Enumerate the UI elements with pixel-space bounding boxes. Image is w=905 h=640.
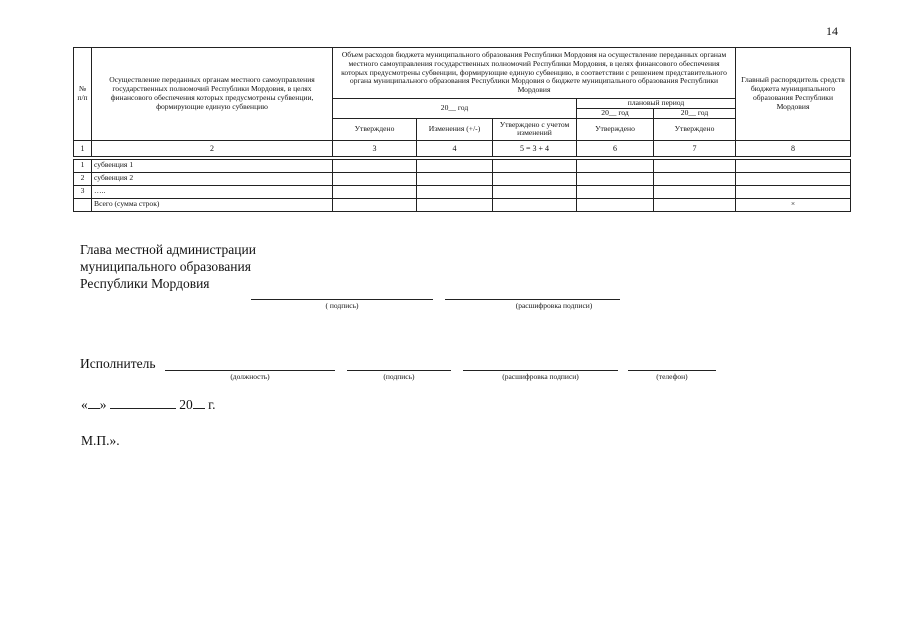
header-planning-period: плановый период [577, 99, 736, 109]
cell [333, 198, 417, 211]
cell [736, 172, 851, 185]
page-number: 14 [826, 24, 838, 38]
column-number: 5 = 3 + 4 [493, 140, 577, 156]
cell [333, 172, 417, 185]
cell [577, 198, 654, 211]
cell [577, 185, 654, 198]
header-subject: Осуществление переданных органам местного самоуправления государственных полномочий Республики Мордовия, в целях финансового обеспечения которых предусмотрены субвенции, формирующие единую субвенцию [92, 48, 333, 141]
row-num: 1 [74, 159, 92, 172]
month-blank [110, 408, 176, 409]
column-number: 3 [333, 140, 417, 156]
cell [493, 172, 577, 185]
date-year-prefix: 20 [179, 397, 193, 412]
executor-position-line [165, 370, 335, 371]
header-approved-with-changes: Утверждено с учетом изменений [493, 118, 577, 140]
cell [736, 185, 851, 198]
signoff-title-line-3: Республики Мордовия [80, 276, 210, 291]
executor-signature-caption: (подпись) [383, 372, 415, 381]
header-approved-year-1: Утверждено [577, 118, 654, 140]
date-year-suffix: г. [208, 397, 216, 412]
date-open-quote: « [81, 397, 88, 412]
header-year-2: 20__ год [654, 109, 736, 119]
table-row [74, 185, 851, 198]
row-name: субвенция 2 [92, 172, 333, 185]
cell [577, 159, 654, 172]
date-close-quote: » [99, 397, 107, 412]
signoff-title-line-2: муниципального образования [80, 259, 251, 274]
column-number: 4 [417, 140, 493, 156]
cell [417, 198, 493, 211]
header-expenses: Объем расходов бюджета муниципального образования Республики Мордовия на осуществление переданных органам местного самоуправления государственных полномочий Республики Мордовия, в целях финансового обеспечения которых предусмотрены субвенции, формирующие единую субвенцию, в соответствии с решением представительного органа муниципального образования Республики Мордовия о бюджете муниципального образования Республики Мордовия [333, 48, 736, 99]
executor-decode-line [463, 370, 618, 371]
signature-caption: ( подпись) [325, 301, 359, 310]
signature-decode-caption: (расшифровка подписи) [515, 301, 593, 310]
column-number: 8 [736, 140, 851, 156]
total-mark: × [736, 198, 851, 211]
cell [654, 172, 736, 185]
header-manager: Главный распорядитель средств бюджета муниципального образования Республики Мордовия [736, 48, 851, 141]
cell [493, 185, 577, 198]
row-num: 2 [74, 172, 92, 185]
executor-decode-caption: (расшифровка подписи) [502, 372, 579, 381]
header-approved: Утверждено [333, 118, 417, 140]
signoff-title-line-1: Глава местной администрации [80, 242, 256, 257]
cell [417, 159, 493, 172]
day-blank [88, 408, 100, 409]
header-year-1: 20__ год [577, 109, 654, 119]
executor-signature-line [347, 370, 451, 371]
signature-decode-line [445, 299, 620, 300]
date-line [81, 397, 216, 413]
header-approved-year-2: Утверждено [654, 118, 736, 140]
cell [493, 198, 577, 211]
stamp-mark: М.П.». [81, 433, 120, 448]
executor-label: Исполнитель [80, 356, 156, 371]
header-num: № п/п [74, 48, 92, 141]
column-numbers-row [74, 140, 851, 156]
total-label: Всего (сумма строк) [92, 198, 333, 211]
table-row [74, 159, 851, 172]
budget-table [73, 47, 851, 212]
cell [333, 185, 417, 198]
cell [654, 185, 736, 198]
signoff-block [80, 241, 256, 292]
row-num: 3 [74, 185, 92, 198]
executor-phone-line [628, 370, 716, 371]
year-blank [193, 408, 205, 409]
row-name: ….. [92, 185, 333, 198]
executor-position-caption: (должность) [230, 372, 270, 381]
column-number: 7 [654, 140, 736, 156]
header-current-year: 20__ год [333, 99, 577, 119]
signature-line [251, 299, 433, 300]
cell [736, 159, 851, 172]
column-number: 2 [92, 140, 333, 156]
table-row [74, 172, 851, 185]
row-name: субвенция 1 [92, 159, 333, 172]
cell [577, 172, 654, 185]
cell [74, 198, 92, 211]
cell [493, 159, 577, 172]
column-number: 6 [577, 140, 654, 156]
cell [417, 172, 493, 185]
cell [654, 159, 736, 172]
header-changes: Изменения (+/-) [417, 118, 493, 140]
executor-phone-caption: (телефон) [656, 372, 688, 381]
cell [333, 159, 417, 172]
cell [417, 185, 493, 198]
column-number: 1 [74, 140, 92, 156]
cell [654, 198, 736, 211]
total-row [74, 198, 851, 211]
